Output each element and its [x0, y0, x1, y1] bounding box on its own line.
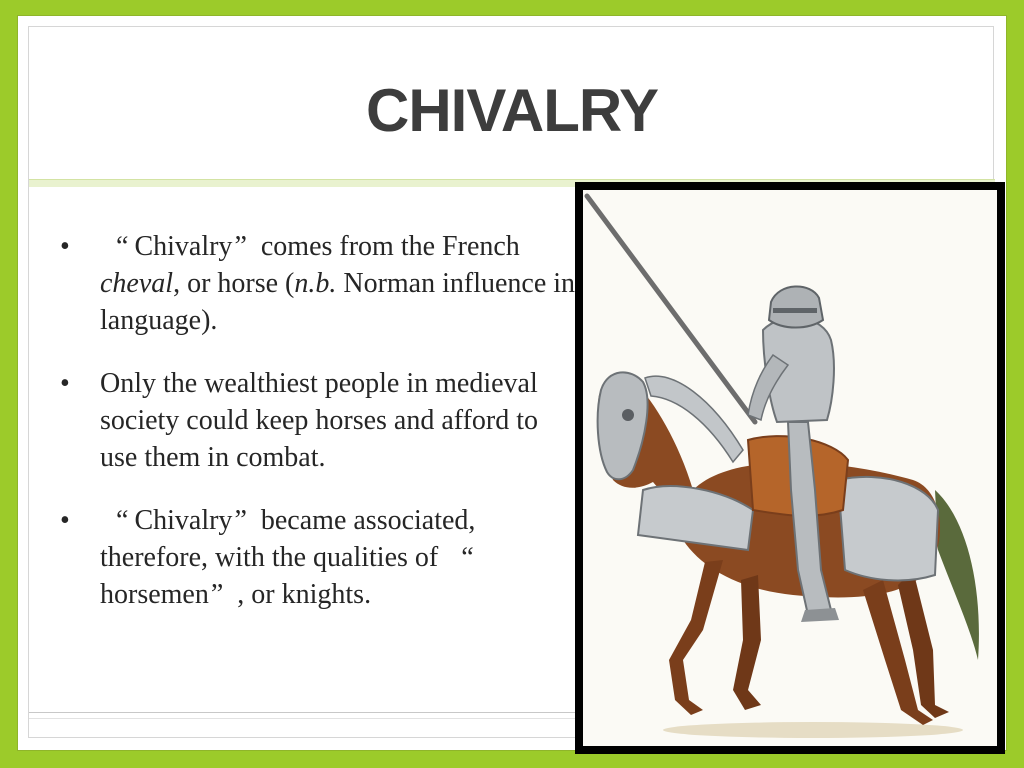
bullet-dot: • [60, 368, 70, 399]
open-quote: “ [116, 231, 129, 262]
emphasis-cheval: cheval [100, 268, 174, 299]
quoted-term: horsemen [100, 579, 209, 610]
knight-illustration [583, 190, 997, 746]
quoted-term: Chivalry [134, 231, 233, 262]
bullet-text: Only the wealthiest people in medieval society could keep horses and afford to use them in combat. [100, 368, 539, 473]
close-quote: ” [234, 505, 247, 536]
open-quote: “ [116, 505, 129, 536]
bullet-item [60, 228, 580, 339]
bullet-text: became associated, therefore, with the qualities of [100, 505, 476, 573]
bullet-text: comes from the French [260, 231, 520, 262]
bullet-item [60, 502, 580, 613]
title-area [18, 16, 1006, 184]
bullet-text: , or knights. [237, 579, 372, 610]
close-quote: ” [210, 579, 224, 610]
close-quote: ” [234, 231, 247, 262]
emphasis-nb: n.b. [294, 268, 337, 299]
quoted-term: Chivalry [134, 505, 233, 536]
bullet-item [60, 365, 580, 476]
bullet-dot: • [60, 505, 70, 536]
open-quote: “ [461, 542, 474, 573]
knight-image-frame [575, 182, 1005, 754]
slide-title: CHIVALRY [366, 77, 658, 144]
bullet-text: , or horse ( [173, 268, 295, 299]
knight-image [583, 190, 997, 746]
slide [18, 16, 1006, 750]
bullet-text: Norman influence in language). [100, 268, 576, 336]
bullet-dot: • [60, 231, 70, 262]
bullet-list [60, 228, 580, 639]
